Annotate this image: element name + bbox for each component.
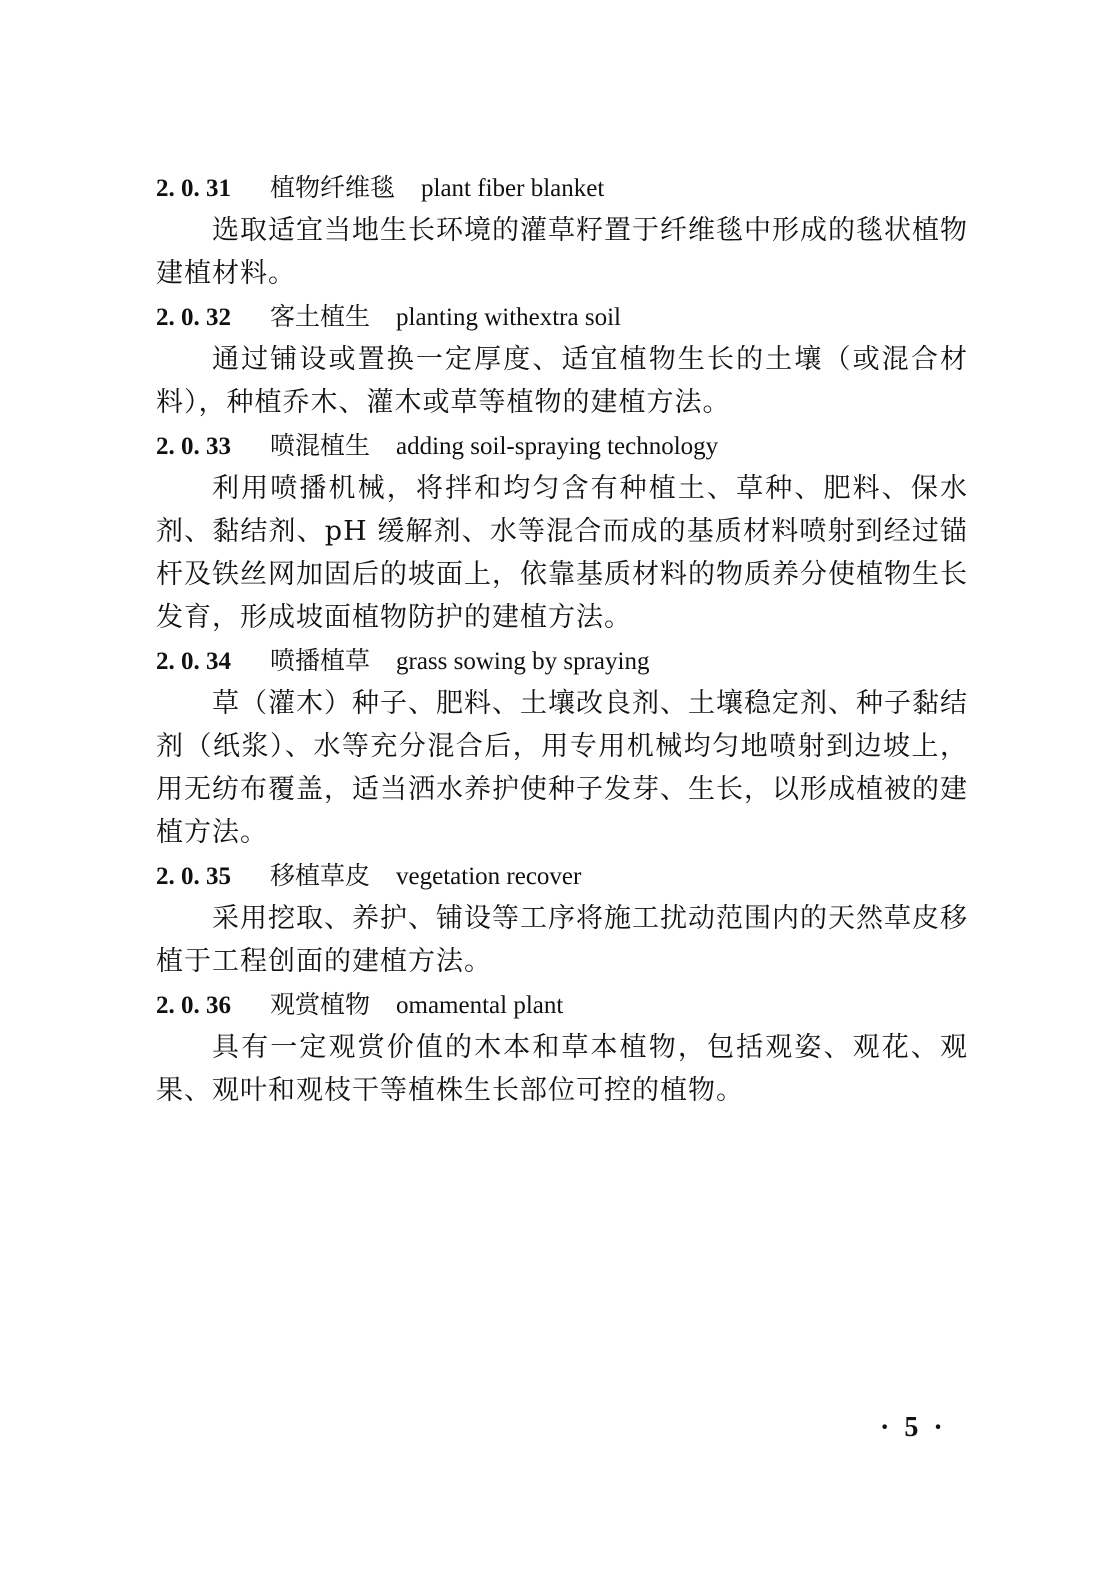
term-chinese-name: 观赏植物 [270,990,371,1019]
term-number: 2. 0. 36 [156,992,231,1019]
term-english-name: grass sowing by spraying [396,648,650,675]
term-chinese-name: 移植草皮 [270,861,371,890]
term-english-name: adding soil-spraying technology [396,433,719,460]
term-english-name: vegetation recover [396,863,582,890]
page-number: · 5 · [880,1412,947,1443]
term-definition: 采用挖取、养护、铺设等工序将施工扰动范围内的天然草皮移植于工程创面的建植方法。 [156,903,968,977]
term-heading [156,166,968,209]
term-chinese-name: 喷播植草 [270,646,371,675]
term-number: 2. 0. 33 [156,433,231,460]
term-heading [156,639,968,682]
term-number: 2. 0. 31 [156,175,231,202]
term-english-name: planting withextra soil [396,304,621,331]
term-number: 2. 0. 35 [156,863,231,890]
term-definition: 草（灌木）种子、肥料、土壤改良剂、土壤稳定剂、种子黏结剂（纸浆）、水等充分混合后，用专用机械均匀地喷射到边坡上，用无纺布覆盖，适当洒水养护使种子发芽、生长，以形成植被的建植方法。 [156,688,968,848]
term-number: 2. 0. 34 [156,648,231,675]
term-english-name: plant fiber blanket [421,175,605,202]
term-number: 2. 0. 32 [156,304,231,331]
term-chinese-name: 植物纤维毯 [270,173,396,202]
page-content [156,166,968,1112]
term-heading [156,854,968,897]
term-definition: 利用喷播机械，将拌和均匀含有种植土、草种、肥料、保水剂、黏结剂、pH 缓解剂、水等混合而成的基质材料喷射到经过锚杆及铁丝网加固后的坡面上，依靠基质材料的物质养分使植物生长发育，形成坡面植物防护的建植方法。 [156,473,968,633]
term-definition: 通过铺设或置换一定厚度、适宜植物生长的土壤（或混合材料），种植乔木、灌木或草等植物的建植方法。 [156,344,968,418]
term-heading [156,424,968,467]
term-definition: 选取适宜当地生长环境的灌草籽置于纤维毯中形成的毯状植物建植材料。 [156,215,968,289]
term-definition: 具有一定观赏价值的木本和草本植物，包括观姿、观花、观果、观叶和观枝干等植株生长部位可控的植物。 [156,1032,968,1106]
term-chinese-name: 喷混植生 [270,431,371,460]
term-english-name: omamental plant [396,992,564,1019]
term-heading [156,983,968,1026]
term-chinese-name: 客土植生 [270,302,371,331]
term-heading [156,295,968,338]
